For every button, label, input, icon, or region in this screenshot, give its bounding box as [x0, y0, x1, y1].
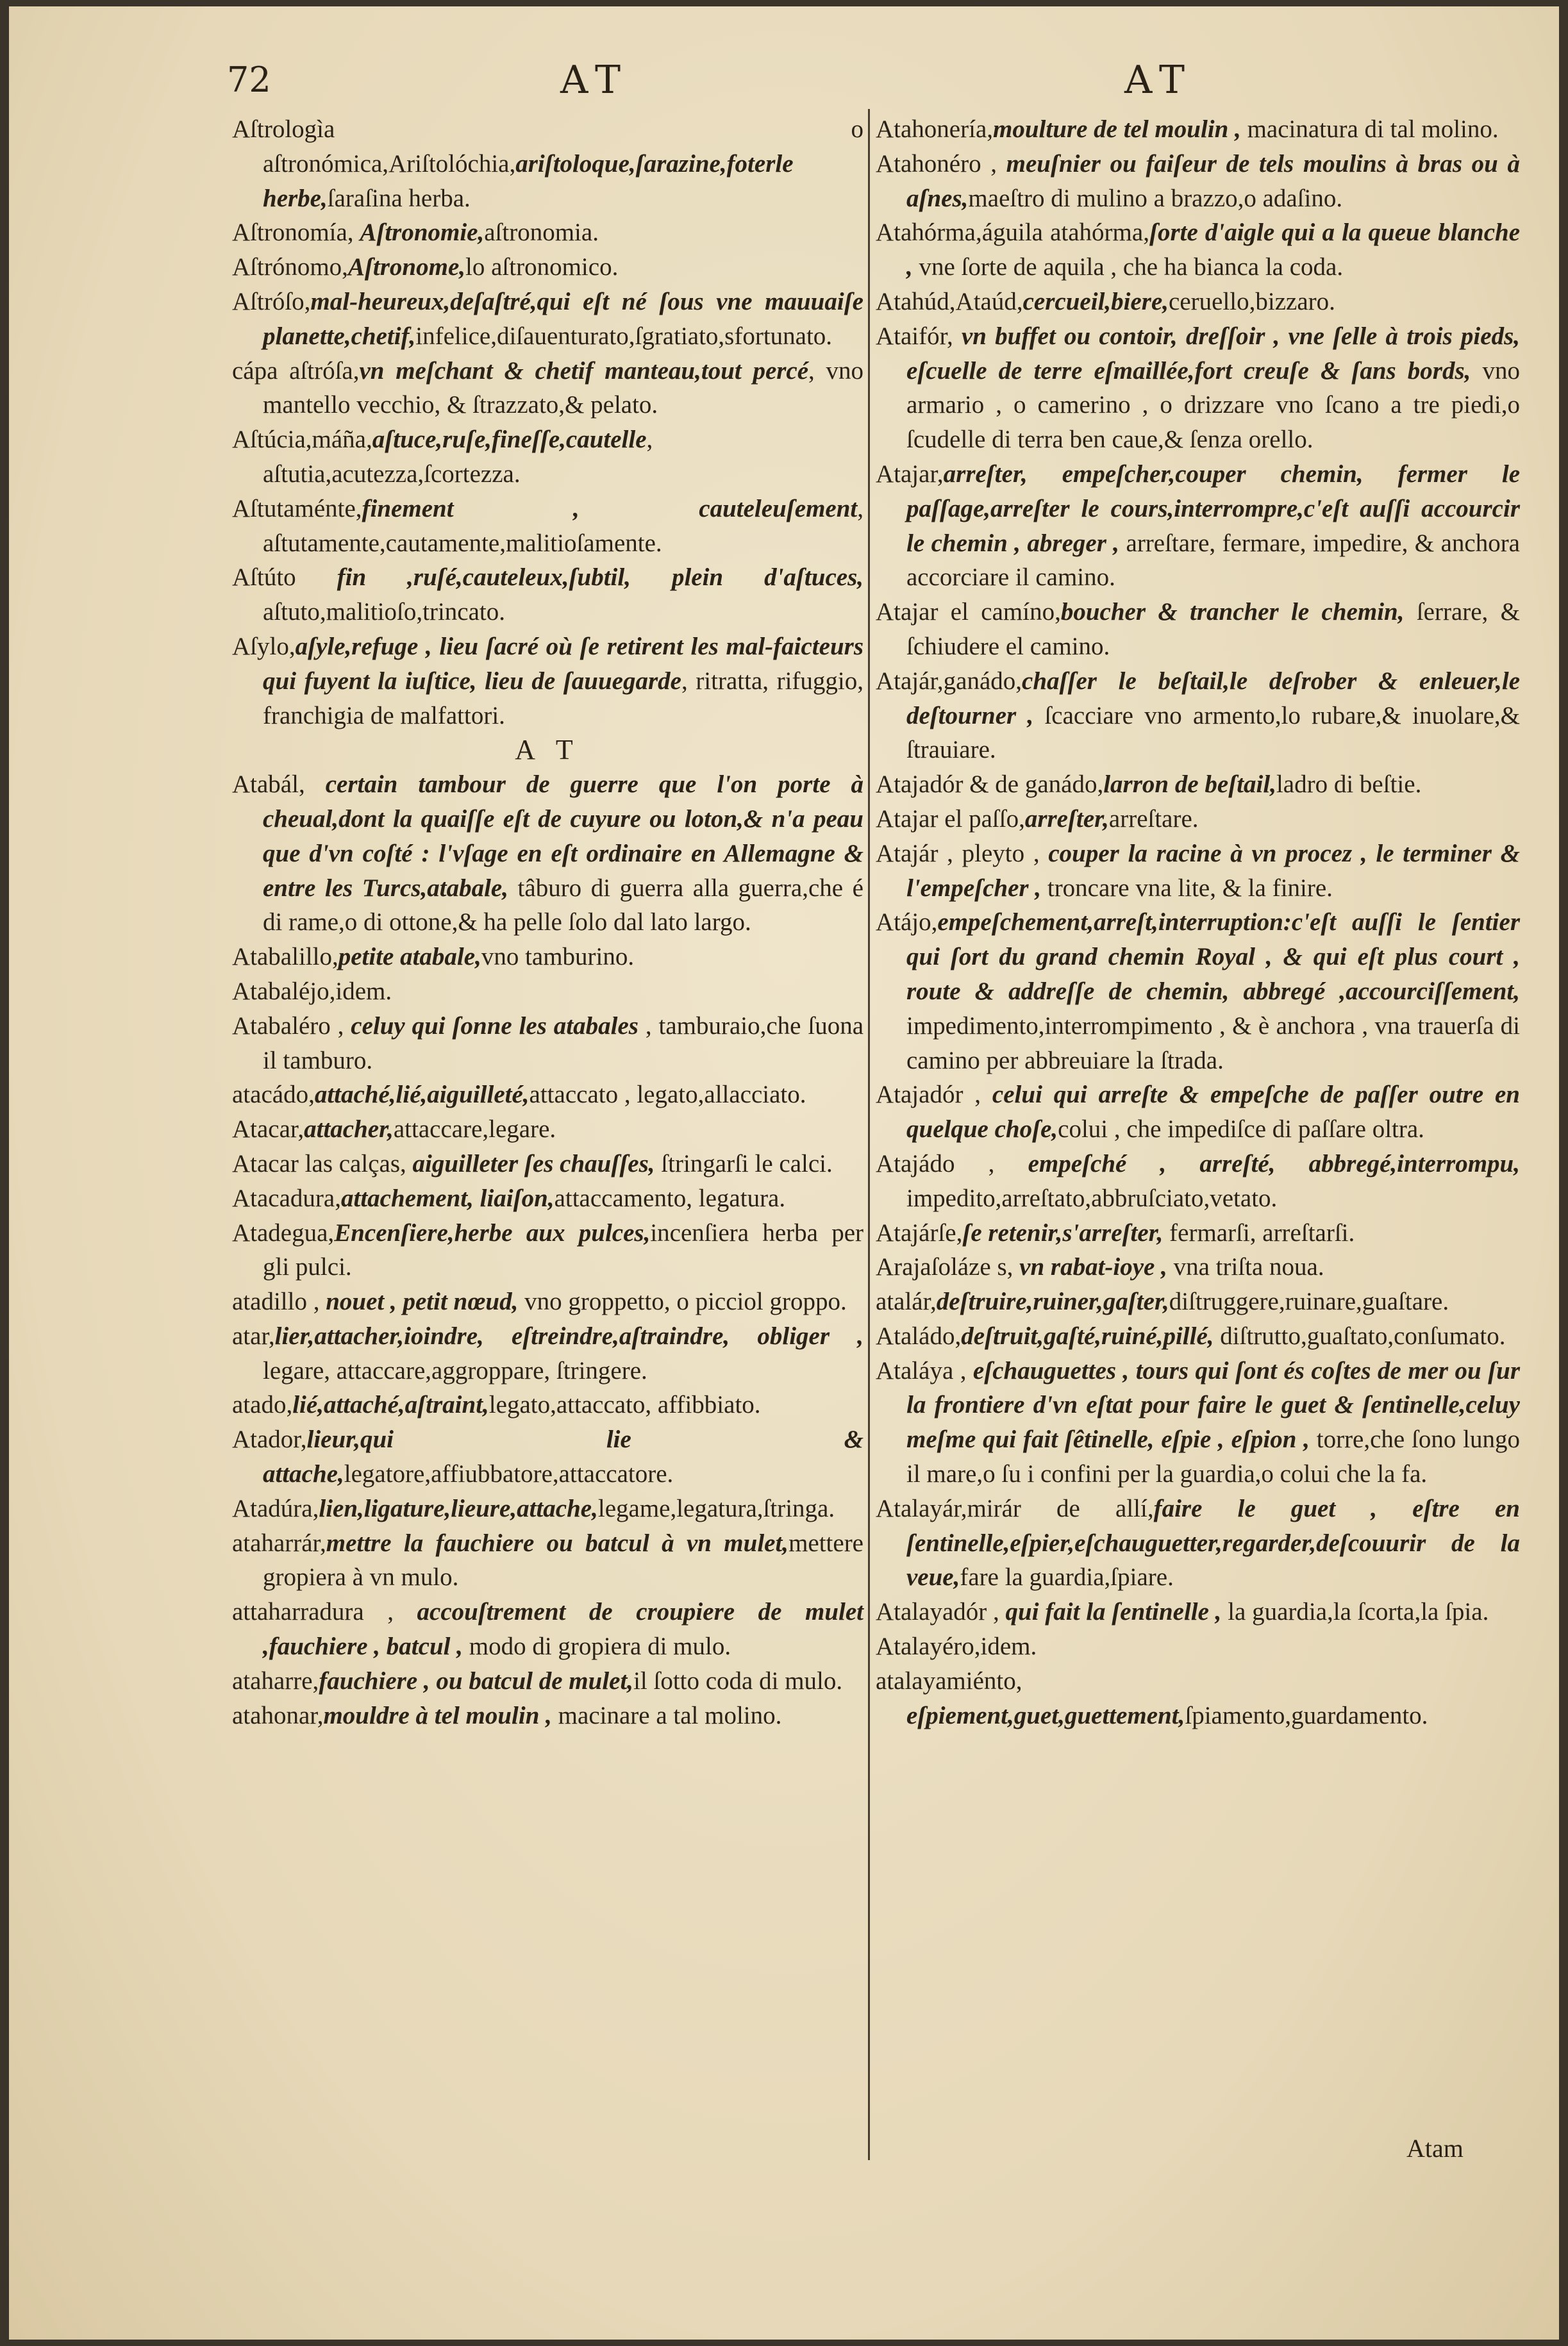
- dictionary-entry: [232, 250, 863, 285]
- dictionary-entry: [232, 422, 863, 492]
- italian-gloss: vno groppetto, o picciol groppo.: [518, 1288, 847, 1316]
- dictionary-entry: [876, 215, 1520, 285]
- headword: Atajar el paſſo,: [876, 804, 1025, 833]
- italian-gloss: modo di gropiera di mulo.: [462, 1633, 731, 1661]
- french-gloss: eſpiement,guet,guettement,: [906, 1701, 1185, 1729]
- headword: Aſtronomía,: [232, 219, 360, 247]
- french-gloss: ſe retenir,s'arreſter,: [962, 1219, 1163, 1247]
- french-gloss: Aſtronome,: [347, 253, 466, 281]
- french-gloss: attachement, liaiſon,: [340, 1184, 555, 1212]
- italian-gloss: attaccamento, legatura.: [554, 1184, 786, 1212]
- headword: Aſtúcia,máña,: [232, 426, 372, 454]
- dictionary-entry: [232, 215, 863, 250]
- headword: Atacar las calças,: [232, 1149, 413, 1177]
- headword: atadillo ,: [232, 1288, 326, 1316]
- italian-gloss: , tamburaio,che ſuona il tamburo.: [263, 1011, 863, 1074]
- italian-gloss: infelice,diſauenturato,ſgratiato,sfortunato.: [415, 322, 833, 350]
- dictionary-entry: [876, 767, 1520, 802]
- dictionary-entry: [876, 1319, 1520, 1354]
- french-gloss: chaſſer le beſtail,le deſrober & enleuer,le deſtourner ,: [906, 667, 1520, 729]
- italian-gloss: la guardia,la ſcorta,la ſpia.: [1221, 1598, 1489, 1626]
- dictionary-entry: [876, 1285, 1520, 1319]
- headword: atado,: [232, 1391, 293, 1419]
- headword: cápa aſtróſa,: [232, 356, 360, 385]
- dictionary-entry: [876, 112, 1520, 147]
- headword: Atajar el camíno,: [876, 598, 1061, 626]
- dictionary-entry: [876, 319, 1520, 457]
- dictionary-entry: [232, 1181, 863, 1216]
- headword: Atajár,ganádo,: [876, 667, 1022, 695]
- headword: ataharrár,: [232, 1529, 326, 1557]
- dictionary-entry: [876, 285, 1520, 319]
- italian-gloss: ſerrare, & ſchiudere el camino.: [906, 598, 1520, 660]
- right-running-head: AT: [1124, 58, 1194, 103]
- italian-gloss: ceruello,bizzaro.: [1169, 287, 1335, 315]
- right-column: [876, 112, 1520, 1733]
- italian-gloss: macinatura di tal molino.: [1240, 115, 1499, 143]
- page-number: 72: [227, 60, 271, 100]
- italian-gloss: legato,attaccato, affibbiato.: [488, 1391, 761, 1419]
- dictionary-entry: [876, 1147, 1520, 1216]
- italian-gloss: mettere gropiera à vn mulo.: [263, 1529, 863, 1592]
- left-column: [232, 112, 863, 1733]
- left-running-head: AT: [560, 58, 630, 103]
- headword: Atahúd,Ataúd,: [876, 287, 1023, 315]
- french-gloss: lieur,qui lie & attache,: [263, 1426, 863, 1488]
- italian-gloss: macinare a tal molino.: [551, 1701, 782, 1729]
- dictionary-entry: [232, 1492, 863, 1526]
- dictionary-entry: [232, 1112, 863, 1147]
- dictionary-entry: [232, 1077, 863, 1112]
- italian-gloss: , aſtutia,acutezza,ſcortezza.: [263, 426, 653, 488]
- italian-gloss: maeſtro di mulino a brazzo,o adaſino.: [968, 184, 1343, 212]
- headword: Aſtúto: [232, 563, 337, 592]
- french-gloss: arreſter, empeſcher,couper chemin, fermer le paſſage,arreſter le cours,interrompre,c'eſt auſſi accourcir le chemin , abreger ,: [906, 460, 1520, 557]
- italian-gloss: impedito,arreſtato,abbruſciato,vetato.: [906, 1184, 1278, 1212]
- italian-gloss: , aſtutamente,cautamente,malitioſamente.: [263, 494, 863, 557]
- dictionary-entry: [232, 940, 863, 974]
- column-divider: [868, 109, 870, 2160]
- italian-gloss: torre,che ſono lungo il mare,o ſu i confini per la guardia,o colui che la fa.: [906, 1426, 1520, 1488]
- french-gloss: certain tambour de guerre que l'on porte à cheual,dont la quaiſſe eſt de cuyure ou loton,& n'a peau que d'vn coſté : l'vſage en eſt ordinaire en Allemagne & entre les Turcs,atabale,: [263, 770, 863, 902]
- dictionary-entry: [232, 1526, 863, 1595]
- headword: atar,: [232, 1322, 275, 1350]
- headword: Atajárſe,: [876, 1219, 963, 1247]
- french-gloss: celuy qui ſonne les atabales: [351, 1011, 638, 1040]
- french-gloss: Encenſiere,herbe aux pulces,: [334, 1219, 651, 1247]
- french-gloss: meuſnier ou faiſeur de tels moulins à bras ou à aſnes,: [906, 149, 1520, 212]
- italian-gloss: aſtronomia.: [484, 219, 599, 247]
- headword: Atadúra,: [232, 1494, 319, 1522]
- french-gloss: ariſtoloque,ſarazine,foterle herbe,: [263, 149, 794, 212]
- dictionary-entry: [876, 1250, 1520, 1285]
- french-gloss: celui qui arreſte & empeſche de paſſer outre en quelque choſe,: [906, 1081, 1520, 1144]
- french-gloss: lié,attaché,aſtraint,: [292, 1391, 489, 1419]
- french-gloss: ſorte d'aigle qui a la queue blanche ,: [906, 219, 1520, 281]
- italian-gloss: vno tamburino.: [481, 943, 635, 971]
- headword: Aſtutaménte,: [232, 494, 362, 522]
- italian-gloss: troncare vna lite, & la finire.: [1041, 874, 1333, 902]
- french-gloss: moulture de tel moulin ,: [993, 115, 1241, 143]
- french-gloss: lier,attacher,ioindre, eſtreindre,aſtraindre, obliger ,: [274, 1322, 863, 1350]
- headword: Atalayadór ,: [876, 1598, 1006, 1626]
- french-gloss: deſtruit,gaſté,ruiné,pillé,: [961, 1322, 1214, 1350]
- french-gloss: cercueil,biere,: [1022, 287, 1169, 315]
- french-gloss: empeſchement,arreſt,interruption:c'eſt auſſi le ſentier qui ſort du grand chemin Royal , & qui eſt plus court , route & addreſſe de chemin, abbregé ,accourciſſement,: [906, 908, 1520, 1005]
- french-gloss: vn buffet ou contoir, dreſſoir , vne ſelle à trois pieds, eſcuelle de terre eſmaillée,fort creuſe & ſans bords,: [906, 322, 1520, 385]
- dictionary-entry: [232, 285, 863, 354]
- dictionary-entry: [876, 1354, 1520, 1492]
- french-gloss: mal-heureux,deſaſtré,qui eſt né ſous vne mauuaiſe planette,chetif,: [263, 287, 863, 350]
- dictionary-entry: [232, 1664, 863, 1699]
- headword: Ataifór,: [876, 322, 962, 350]
- headword: attaharradura ,: [232, 1598, 417, 1626]
- dictionary-entry: [232, 974, 863, 1009]
- headword: atalayamiénto,: [876, 1667, 1022, 1695]
- french-gloss: attacher,: [304, 1115, 394, 1144]
- headword: Aſtrónomo,: [232, 253, 348, 281]
- headword: Atajar,: [876, 460, 944, 488]
- dictionary-entry: [232, 1285, 863, 1319]
- dictionary-entry: [876, 1216, 1520, 1251]
- headword: Atajadór & de ganádo,: [876, 770, 1104, 799]
- headword: Atabál,: [232, 770, 326, 799]
- headword: atacádo,: [232, 1081, 315, 1109]
- french-gloss: attaché,lié,aiguilleté,: [314, 1081, 530, 1109]
- headword: Aſtróſo,: [232, 287, 311, 315]
- italian-gloss: idem.: [335, 977, 392, 1005]
- italian-gloss: impedimento,interrompimento , & è anchora , vna trauerſa di camino per abbreuiare la ſtrada.: [906, 1011, 1520, 1074]
- french-gloss: arreſter,: [1024, 804, 1109, 833]
- headword: Atalayéro,: [876, 1633, 981, 1661]
- italian-gloss: legatore,affiubbatore,attaccatore.: [344, 1460, 674, 1488]
- french-gloss: finement , cauteleuſement: [362, 494, 858, 522]
- dictionary-entry: [232, 354, 863, 423]
- dictionary-page: [9, 6, 1559, 2340]
- italian-gloss: ladro di beſtie.: [1276, 770, 1422, 799]
- dictionary-entry: [232, 1422, 863, 1492]
- dictionary-entry: [876, 905, 1520, 1077]
- dictionary-entry: [232, 560, 863, 629]
- dictionary-entry: [232, 1216, 863, 1285]
- italian-gloss: arreſtare, fermare, impedire, & anchora accorciare il camino.: [906, 529, 1520, 592]
- french-gloss: boucher & trancher le chemin,: [1060, 598, 1405, 626]
- dictionary-entry: [876, 147, 1520, 216]
- headword: atahonar,: [232, 1701, 324, 1729]
- italian-gloss: diſtruggere,ruinare,guaſtare.: [1169, 1288, 1449, 1316]
- italian-gloss: colui , che impediſce di paſſare oltra.: [1058, 1115, 1424, 1144]
- headword: atalár,: [876, 1288, 937, 1316]
- dictionary-entry: [876, 1492, 1520, 1595]
- italian-gloss: aſtuto,malitioſo,trincato.: [263, 598, 506, 626]
- italian-gloss: diſtrutto,guaſtato,conſumato.: [1214, 1322, 1506, 1350]
- headword: Atahonería,: [876, 115, 994, 143]
- dictionary-entry: [876, 457, 1520, 595]
- headword: Ataláya ,: [876, 1356, 973, 1385]
- dictionary-entry: [232, 1009, 863, 1078]
- headword: Atador,: [232, 1426, 307, 1454]
- italian-gloss: attaccare,legare.: [393, 1115, 556, 1144]
- french-gloss: aiguilleter ſes chauſſes,: [412, 1149, 655, 1177]
- dictionary-entry: [232, 1595, 863, 1664]
- italian-gloss: legare, attaccare,aggroppare, ſtringere.: [263, 1356, 647, 1385]
- headword: Aſylo,: [232, 632, 296, 660]
- french-gloss: larron de beſtail,: [1103, 770, 1276, 799]
- dictionary-entry: [876, 1664, 1520, 1733]
- dictionary-entry: [232, 492, 863, 561]
- headword: ataharre,: [232, 1667, 319, 1695]
- italian-gloss: vno armario , o camerino , o drizzare vno ſcano a tre piedi,o ſcudelle di terra ben caue,& ſenza orello.: [906, 356, 1521, 454]
- french-gloss: empeſché , arreſté, abbregé,interrompu,: [1028, 1149, 1520, 1177]
- french-gloss: qui fait la ſentinelle ,: [1005, 1598, 1222, 1626]
- french-gloss: aſyle,refuge , lieu ſacré où ſe retirent les mal-faicteurs qui fuyent la iuſtice, lieu de ſauuegarde: [263, 632, 863, 695]
- italian-gloss: fermarſi, arreſtarſi.: [1163, 1219, 1355, 1247]
- dictionary-entry: [876, 1595, 1520, 1629]
- headword: Atadegua,: [232, 1219, 335, 1247]
- headword: Atabalillo,: [232, 943, 338, 971]
- french-gloss: aſtuce,ruſe,fineſſe,cautelle: [372, 426, 647, 454]
- headword: Arajaſoláze s,: [876, 1253, 1020, 1281]
- french-gloss: Aſtronomie,: [360, 219, 485, 247]
- french-gloss: eſchauguettes , tours qui ſont és coſtes de mer ou ſur la frontiere d'vn eſtat pour faire le guet & ſentinelle,celuy meſme qui fait ſêtinelle, eſpie , eſpion ,: [906, 1356, 1520, 1454]
- french-gloss: vn meſchant & chetif manteau,tout percé: [359, 356, 809, 385]
- italian-gloss: , ritratta, rifuggio, franchigia de malfattori.: [263, 667, 863, 729]
- italian-gloss: fare la guardia,ſpiare.: [960, 1563, 1174, 1592]
- headword: Atahonéro ,: [876, 149, 1006, 178]
- french-gloss: fauchiere , ou batcul de mulet,: [319, 1667, 634, 1695]
- italian-gloss: lo aſtronomico.: [465, 253, 619, 281]
- french-gloss: faire le guet , eſtre en ſentinelle,eſpier,eſchauguetter,regarder,deſcouurir de la veue,: [906, 1494, 1520, 1592]
- italian-gloss: ſaraſina herba.: [327, 184, 471, 212]
- french-gloss: mettre la fauchiere ou batcul à vn mulet,: [326, 1529, 789, 1557]
- dictionary-entry: [876, 802, 1520, 836]
- headword: Atalayár,mirár de allí,: [876, 1494, 1154, 1522]
- french-gloss: vn rabat-ioye ,: [1019, 1253, 1167, 1281]
- headword: Atabaléjo,: [232, 977, 336, 1005]
- dictionary-entry: [232, 1388, 863, 1422]
- headword: Atahórma,águila atahórma,: [876, 219, 1149, 247]
- dictionary-entry: [876, 836, 1520, 906]
- french-gloss: mouldre à tel moulin ,: [323, 1701, 552, 1729]
- italian-gloss: idem.: [980, 1633, 1037, 1661]
- french-gloss: lien,ligature,lieure,attache,: [319, 1494, 598, 1522]
- headword: Atabaléro ,: [232, 1011, 351, 1040]
- headword: Ataládo,: [876, 1322, 962, 1350]
- italian-gloss: tâburo di guerra alla guerra,che é di rame,o di ottone,& ha pelle ſolo dal lato largo.: [263, 874, 863, 936]
- italian-gloss: ſcacciare vno armento,lo rubare,& inuolare,& ſtrauiare.: [906, 701, 1520, 764]
- italian-gloss: arreſtare.: [1108, 804, 1199, 833]
- italian-gloss: ſtringarſi le calci.: [655, 1149, 833, 1177]
- italian-gloss: ſpiamento,guardamento.: [1185, 1701, 1428, 1729]
- headword: Atacar,: [232, 1115, 304, 1144]
- french-gloss: nouet , petit nœud,: [326, 1288, 519, 1316]
- italian-gloss: il ſotto coda di mulo.: [633, 1667, 843, 1695]
- italian-gloss: legame,legatura,ſtringa.: [597, 1494, 835, 1522]
- headword: Atajár , pleyto ,: [876, 839, 1049, 867]
- headword: Atájo,: [876, 908, 938, 936]
- italian-gloss: attaccato , legato,allacciato.: [529, 1081, 806, 1109]
- french-gloss: deſtruire,ruiner,gaſter,: [936, 1288, 1169, 1316]
- dictionary-entry: [232, 1699, 863, 1733]
- italian-gloss: , vno mantello vecchio, & ſtrazzato,& pelato.: [263, 356, 863, 419]
- dictionary-entry: [232, 767, 863, 940]
- italian-gloss: vne ſorte de aquila , che ha bianca la coda.: [912, 253, 1344, 281]
- headword: Atajadór ,: [876, 1081, 992, 1109]
- french-gloss: fin ,ruſé,cauteleux,ſubtil, plein d'aſtuces,: [337, 563, 863, 592]
- catchword: Atam: [1406, 2134, 1464, 2163]
- headword: Atacadura,: [232, 1184, 341, 1212]
- dictionary-entry: [876, 1077, 1520, 1147]
- dictionary-entry: [876, 664, 1520, 767]
- section-heading: A T: [515, 734, 581, 766]
- dictionary-entry: [232, 629, 863, 733]
- dictionary-entry: [876, 595, 1520, 664]
- dictionary-entry: [876, 1629, 1520, 1664]
- italian-gloss: vna triſta noua.: [1167, 1253, 1324, 1281]
- french-gloss: petite atabale,: [338, 943, 481, 971]
- headword: Atajádo ,: [876, 1149, 1028, 1177]
- dictionary-entry: [232, 1319, 863, 1388]
- french-gloss: accouſtrement de croupiere de mulet ,fauchiere , batcul ,: [263, 1598, 863, 1661]
- headword: Aſtrologìa o aſtronómica,Ariſtolóchia,: [232, 115, 863, 178]
- french-gloss: couper la racine à vn procez , le terminer & l'empeſcher ,: [906, 839, 1520, 902]
- dictionary-entry: [232, 1147, 863, 1181]
- dictionary-entry: [232, 112, 863, 215]
- italian-gloss: incenſiera herba per gli pulci.: [263, 1219, 863, 1281]
